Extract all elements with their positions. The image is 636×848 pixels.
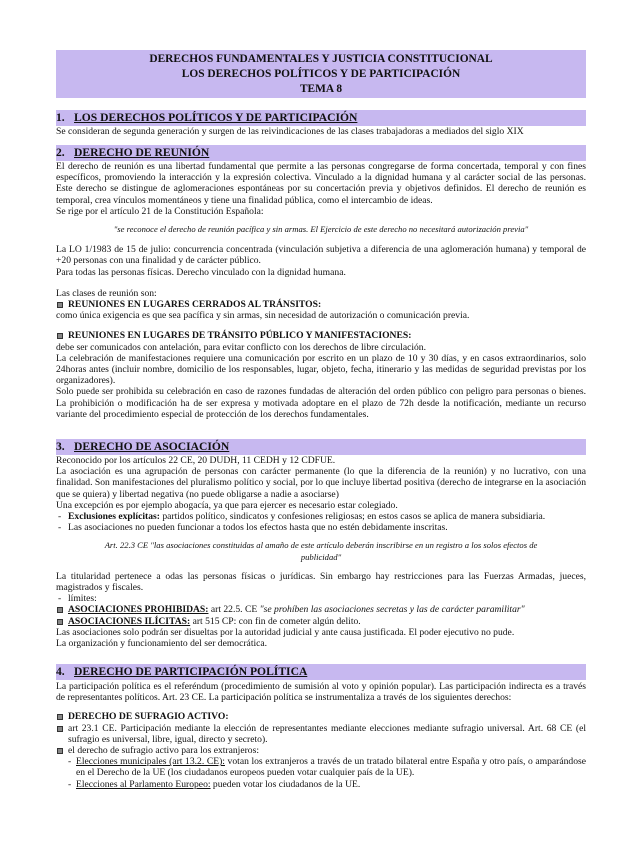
- paragraph: Solo puede ser prohibida su celebración en caso de razones fundadas de alteración del orden público con peligro para personas o bienes. La prohibición o modificación ha de ser expresa y motivada adoptare en el plazo de 72h desde la notificación, mediante un recurso variante del procedimiento especial de protección de los derechos fundamentales.: [56, 386, 586, 420]
- paragraph: Para todas las personas físicas. Derecho vinculado con la dignidad humana.: [56, 266, 346, 278]
- course-title: DERECHOS FUNDAMENTALES Y JUSTICIA CONSTITUCIONAL: [149, 53, 493, 65]
- paragraph: La participación política es el referéndum (procedimiento de sumisión al voto y opinión popular). Las participación indirecta es a través de representantes políticos. Art. 23 CE. La participación política se instrumentaliza a través de los siguientes derechos:: [56, 681, 586, 704]
- paragraph: La asociación es una agrupación de personas con carácter permanente (lo que la diferencia de la reunión) y no lucrativo, con una finalidad. Son manifestaciones del pluralismo político y social, por lo que incluye libertad positiva (derecho de integrarse en la asociación que se quiera) y libertad negativa (no puede obligarse a nadie a asociarse): [56, 466, 586, 500]
- list-item: DERECHO DE SUFRAGIO ACTIVO:: [56, 711, 586, 722]
- paragraph: La celebración de manifestaciones requiere una comunicación por escrito en un plazo de 10 y 30 días, y en casos extraordinarios, solo 24horas antes (incluir nombre, domicilio de los responsables, lugar, objeto, fecha, itinerario y las medidas de seguridad previstas por los organizadores).: [56, 352, 586, 387]
- topic-title: LOS DERECHOS POLÍTICOS Y DE PARTICIPACIÓN: [181, 68, 461, 80]
- list-item: REUNIONES EN LUGARES CERRADOS AL TRÁNSITOS:: [56, 299, 586, 310]
- section-3-body: [56, 455, 586, 649]
- paragraph: Se rige por el artículo 21 de la Constitución Española:: [56, 205, 264, 217]
- square-bullet-icon: [57, 714, 63, 720]
- list-item: art 23.1 CE. Participación mediante la elección de representantes mediante elecciones mediante sufragio universal. Art. 68 CE (el sufragio es universal, libre, igual, directo y secreto).: [56, 723, 586, 745]
- paragraph: Una excepción es por ejemplo abogacía, ya que para ejercer es necesario estar colegiado.: [56, 499, 398, 511]
- list-item: el derecho de sufragio activo para los extranjeros:: [56, 745, 586, 756]
- list-item: - Las asociaciones no pueden funcionar a todos los efectos hasta que no estén debidamente inscritas.: [58, 522, 448, 534]
- list-item: ASOCIACIONES ILÍCITAS: art 515 CP: con fin de cometer algún delito.: [56, 616, 586, 627]
- section-3-heading: 3. DERECHO DE ASOCIACIÓN: [56, 439, 586, 455]
- section-4-heading: 4. DERECHO DE PARTICIPACIÓN POLÍTICA: [56, 664, 586, 680]
- section-1-heading: 1. LOS DERECHOS POLÍTICOS Y DE PARTICIPACIÓN: [56, 110, 586, 126]
- list-item: - límites:: [58, 593, 97, 605]
- document-header: [56, 50, 586, 98]
- list-item: ASOCIACIONES PROHIBIDAS: art 22.5. CE "se prohíben las asociaciones secretas y las de carácter paramilitar": [56, 604, 586, 615]
- square-bullet-icon: [57, 726, 63, 732]
- quote: "se reconoce el derecho de reunión pacífica y sin armas. El Ejercicio de este derecho no necesitará autorización previa": [113, 224, 529, 235]
- paragraph: como única exigencia es que sea pacífica y sin armas, sin necesidad de autorización o comunicación previa.: [56, 310, 470, 322]
- paragraph: Las clases de reunión son:: [56, 287, 157, 299]
- paragraph: Las asociaciones solo podrán ser disueltas por la autoridad judicial y ante causa justificada. El poder ejecutivo no pude.: [56, 626, 515, 638]
- quote: Art. 22.3 CE "las asociaciones constituidas al amaño de este artículo deberán inscribirse en un registro a los solos efectos de publicidad": [104, 540, 538, 562]
- paragraph: La LO 1/1983 de 15 de julio: concurrencia concentrada (vinculación subjetiva a diferencia de una aglomeración humana) y temporal de +20 personas con una finalidad y de carácter público.: [56, 244, 586, 267]
- section-2-body: [56, 161, 586, 420]
- paragraph: La titularidad pertenece a odas las personas físicas o jurídicas. Sin embargo hay restricciones para las Fuerzas Armadas, jueces, magistrados y fiscales.: [56, 570, 586, 594]
- section-2-heading: 2. DERECHO DE REUNIÓN: [56, 145, 586, 161]
- paragraph: El derecho de reunión es una libertad fundamental que permite a las personas congregarse de forma concertada, temporal y con fines específicos, promoviendo la interacción y la expresión colectiva. Vinculado a la dignidad humana y al carácter social de las personas. Este derecho se distingue de aglomeraciones espontáneas por su concertación previa y objetivos definidos. El derecho de reunión es temporal, crea vínculos momentáneos y tiene una finalidad pública, como el intercambio de ideas.: [56, 161, 586, 206]
- section-4-body: [56, 681, 586, 790]
- topic-number: TEMA 8: [299, 83, 343, 95]
- square-bullet-icon: [57, 333, 63, 339]
- list-item: - Exclusiones explícitas: partidos político, sindicatos y confesiones religiosas; en estos casos se aplica de manera subsidiaria.: [58, 511, 546, 523]
- paragraph: La organización y funcionamiento del ser democrática.: [56, 638, 268, 650]
- square-bullet-icon: [57, 619, 63, 625]
- list-item: - Elecciones al Parlamento Europeo: pueden votar los ciudadanos de la UE.: [68, 778, 361, 790]
- paragraph: debe ser comunicados con antelación, para evitar conflicto con los derechos de libre circulación.: [56, 341, 427, 353]
- paragraph: Se consideran de segunda generación y surgen de las reivindicaciones de las clases trabajadoras a mediados del siglo XIX: [56, 126, 524, 137]
- square-bullet-icon: [57, 748, 63, 754]
- list-item: - Elecciones municipales (art 13.2. CE): votan los extranjeros a través de un tratado bilateral entre España y otro país, o amparándose en el Derecho de la UE (los ciudadanos europeos pueden votar cualquier país de la UE).: [68, 756, 586, 779]
- square-bullet-icon: [57, 302, 63, 308]
- list-item: REUNIONES EN LUGARES DE TRÁNSITO PÚBLICO Y MANIFESTACIONES:: [56, 330, 586, 341]
- section-1-body: [56, 126, 586, 137]
- paragraph: Reconocido por los artículos 22 CE, 20 DUDH, 11 CEDH y 12 CDFUE.: [56, 455, 336, 466]
- square-bullet-icon: [57, 607, 63, 613]
